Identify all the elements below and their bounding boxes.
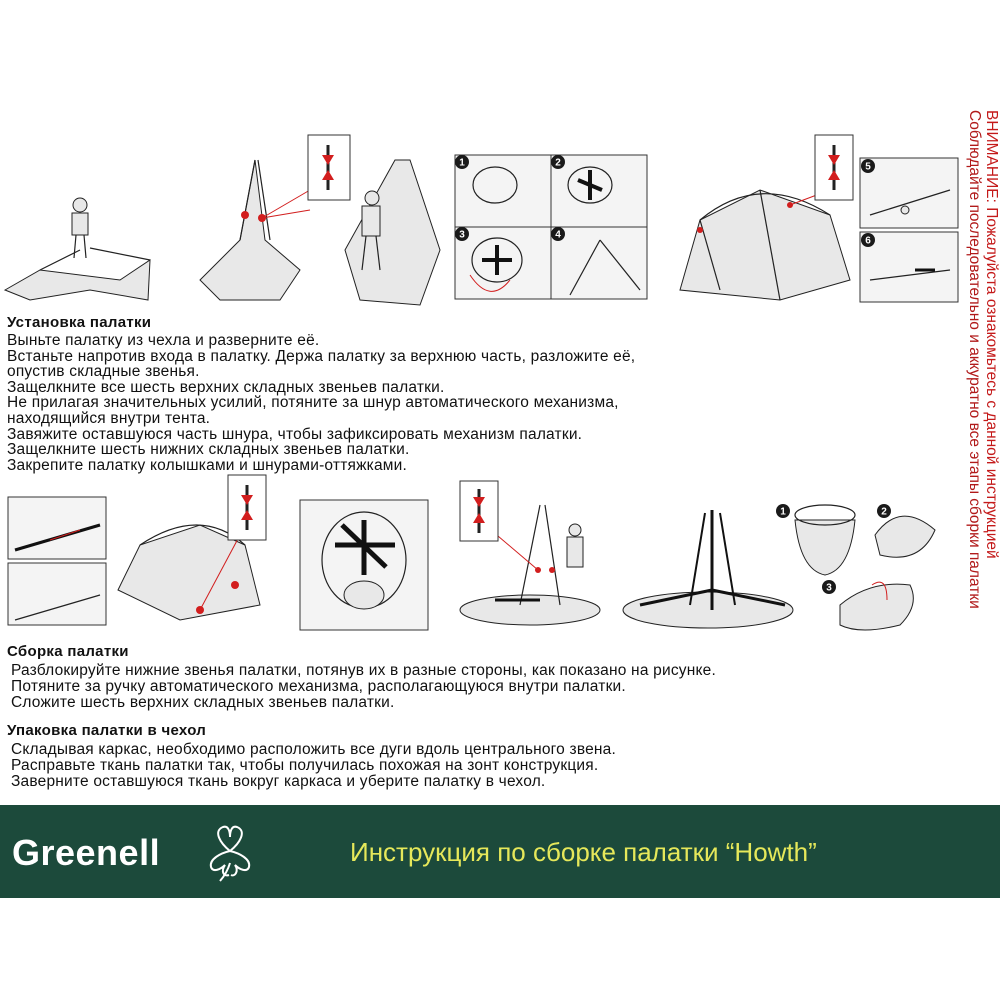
warning-line-1: ВНИМАНИЕ: Пожалуйста ознакомьтесь с данной инструкцией [983, 110, 1000, 559]
step-badge-6: 6 [865, 235, 871, 247]
packing-badge-1: 1 [780, 506, 786, 518]
step-badge-3: 3 [459, 229, 465, 241]
step-badge-5: 5 [865, 161, 871, 173]
illustration-flat-tent [5, 198, 150, 300]
setup-line: Закрепите палатку колышками и шнурами-оттяжками. [7, 456, 408, 474]
step-badge-2: 2 [555, 157, 561, 169]
assembly-line: Потяните за ручку автоматического механизма, располагающуюся внутри палатки. [11, 678, 626, 695]
setup-line: Защелкните шесть нижних складных звеньев палатки. [7, 441, 410, 459]
illustration-dome-tent [680, 135, 853, 300]
illustration-lift-tent [200, 135, 350, 300]
packing-line: Заверните оставшуюся ткань вокруг каркаса и уберите палатку в чехол. [11, 773, 546, 790]
illustration-stake-steps [860, 158, 958, 302]
setup-line: Защелкните все шесть верхних складных звеньев палатки. [7, 378, 445, 396]
setup-line: находящийся внутри тента. [7, 409, 211, 427]
packing-title: Упаковка палатки в чехол [7, 722, 207, 739]
illustration-collapse-frame [460, 481, 600, 625]
brand-logo-text: Greenell [12, 832, 161, 873]
shamrock-icon [205, 823, 255, 883]
packing-line: Расправьте ткань палатки так, чтобы получилась похожая на зонт конструкция. [11, 757, 599, 774]
setup-instructions [7, 333, 635, 473]
packing-badge-3: 3 [826, 582, 832, 594]
assembly-line: Сложите шесть верхних складных звеньев палатки. [11, 694, 395, 711]
step-badge-4: 4 [555, 229, 561, 241]
setup-illustrations [0, 130, 960, 310]
assembly-instructions [11, 663, 716, 711]
setup-title: Установка палатки [7, 314, 152, 331]
illustration-folded-frame [623, 510, 793, 628]
packing-instructions [11, 742, 616, 790]
illustration-mechanism-steps [455, 155, 647, 299]
setup-line: Завяжите оставшуюся часть шнура, чтобы зафиксировать механизм палатки. [7, 425, 583, 443]
illustration-raise-tent [345, 160, 440, 305]
setup-line: Встаньте напротив входа в палатку. Держа палатку за верхнюю часть, разложите её, [7, 347, 636, 365]
assembly-illustrations [0, 475, 960, 640]
assembly-line: Разблокируйте нижние звенья палатки, потянув их в разные стороны, как показано на рисунке. [11, 662, 716, 679]
illustration-dome-assembly [118, 475, 266, 620]
packing-line: Складывая каркас, необходимо расположить все дуги вдоль центрального звена. [11, 741, 616, 758]
footer-bar [0, 805, 1000, 898]
setup-line: Не прилагая значительных усилий, потяните за шнур автоматического механизма, [7, 394, 619, 412]
packing-badge-2: 2 [881, 506, 887, 518]
illustration-unlock-joint [8, 497, 106, 625]
footer-title: Инструкция по сборке палатки “Howth” [350, 837, 817, 867]
assembly-title: Сборка палатки [7, 643, 129, 660]
illustration-packing-steps [776, 504, 935, 630]
warning-vertical [960, 110, 1000, 800]
setup-line: опустив складные звенья. [7, 363, 200, 381]
setup-line: Выньте палатку из чехла и разверните её. [7, 332, 320, 349]
step-badge-1: 1 [459, 157, 465, 169]
warning-line-2: Соблюдайте последовательно и аккуратно все этапы сборки палатки [966, 110, 983, 609]
illustration-mechanism-handle [300, 500, 428, 630]
